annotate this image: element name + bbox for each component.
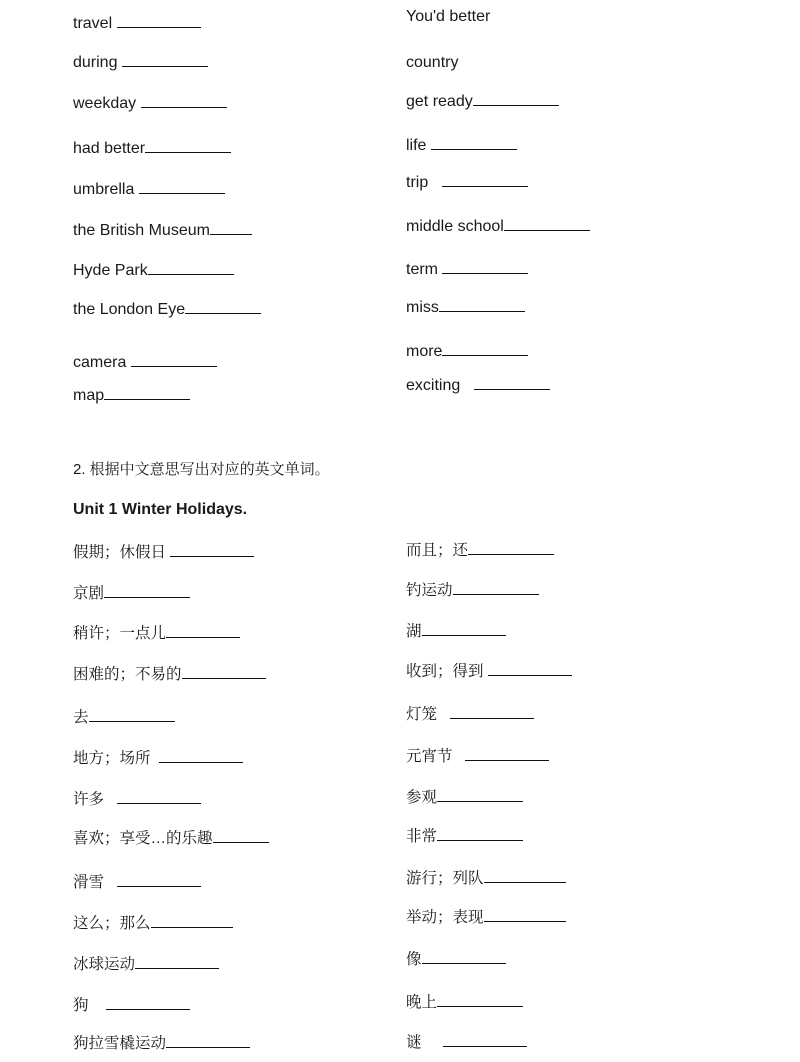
- vocab-word: Hyde Park: [73, 262, 148, 279]
- vocab-word: 而且；还: [406, 542, 469, 559]
- vocab-word: 去: [73, 709, 89, 726]
- answer-blank[interactable]: [437, 992, 523, 1007]
- vocab-word: umbrella: [73, 181, 135, 198]
- answer-blank[interactable]: [431, 135, 517, 150]
- vocab-word: 非常: [406, 828, 438, 845]
- vocab-word: 举动；表现: [406, 909, 484, 926]
- vocab-item: [73, 93, 227, 114]
- vocab-item: [406, 868, 566, 889]
- answer-blank[interactable]: [185, 299, 261, 314]
- vocab-word: 收到；得到: [406, 663, 484, 680]
- answer-blank[interactable]: [453, 580, 539, 595]
- answer-blank[interactable]: [473, 91, 559, 106]
- vocab-item: [406, 216, 590, 237]
- vocab-word: 狗: [73, 997, 89, 1014]
- answer-blank[interactable]: [213, 828, 269, 843]
- answer-blank[interactable]: [439, 297, 525, 312]
- vocab-item: [73, 138, 231, 159]
- vocab-item: [406, 7, 490, 27]
- answer-blank[interactable]: [166, 1033, 250, 1048]
- vocab-word: life: [406, 137, 427, 154]
- vocab-item: [73, 913, 233, 934]
- vocab-word: travel: [73, 15, 113, 32]
- answer-blank[interactable]: [131, 352, 217, 367]
- answer-blank[interactable]: [465, 746, 549, 761]
- vocab-item: [73, 789, 201, 810]
- unit-title: Unit 1 Winter Holidays.: [73, 501, 248, 518]
- answer-blank[interactable]: [437, 787, 523, 802]
- answer-blank[interactable]: [484, 868, 566, 883]
- answer-blank[interactable]: [422, 621, 506, 636]
- vocab-item: [73, 220, 252, 241]
- vocab-word: country: [406, 54, 459, 71]
- vocab-item: [406, 135, 517, 156]
- vocab-word: 晚上: [406, 994, 438, 1011]
- answer-blank[interactable]: [182, 664, 266, 679]
- vocab-item: [406, 704, 534, 725]
- answer-blank[interactable]: [159, 748, 243, 763]
- vocab-item: [406, 172, 528, 193]
- vocab-item: [406, 826, 523, 847]
- vocab-word: get ready: [406, 93, 473, 110]
- answer-blank[interactable]: [104, 583, 190, 598]
- vocab-item: [73, 995, 190, 1016]
- answer-blank[interactable]: [122, 52, 208, 67]
- answer-blank[interactable]: [117, 789, 201, 804]
- answer-blank[interactable]: [210, 220, 252, 235]
- vocab-item: [406, 375, 550, 396]
- answer-blank[interactable]: [141, 93, 227, 108]
- answer-blank[interactable]: [139, 179, 225, 194]
- answer-blank[interactable]: [151, 913, 233, 928]
- answer-blank[interactable]: [89, 707, 175, 722]
- vocab-item: [406, 1032, 527, 1053]
- vocab-item: [73, 828, 269, 849]
- vocab-item: [406, 297, 525, 318]
- vocab-item: [406, 907, 566, 928]
- answer-blank[interactable]: [443, 1032, 527, 1047]
- vocab-word: the London Eye: [73, 301, 186, 318]
- vocab-item: [73, 299, 261, 320]
- answer-blank[interactable]: [442, 259, 528, 274]
- vocab-item: [73, 872, 201, 893]
- vocab-word: had better: [73, 140, 146, 157]
- vocab-word: 喜欢；享受…的乐趣: [73, 830, 213, 847]
- answer-blank[interactable]: [170, 542, 254, 557]
- vocab-word: 这么；那么: [73, 915, 151, 932]
- answer-blank[interactable]: [468, 540, 554, 555]
- vocab-item: [406, 787, 523, 808]
- vocab-item: [73, 1033, 250, 1054]
- vocab-item: [406, 91, 559, 112]
- answer-blank[interactable]: [148, 260, 234, 275]
- vocab-word: term: [406, 261, 438, 278]
- vocab-word: 假期；休假日: [73, 544, 167, 561]
- vocab-item: [73, 52, 208, 73]
- answer-blank[interactable]: [442, 172, 528, 187]
- vocab-word: exciting: [406, 377, 461, 394]
- vocab-word: 钓运动: [406, 582, 453, 599]
- answer-blank[interactable]: [104, 385, 190, 400]
- vocab-word: 困难的；不易的: [73, 666, 182, 683]
- vocab-item: [73, 623, 240, 644]
- answer-blank[interactable]: [450, 704, 534, 719]
- vocab-item: [406, 580, 539, 601]
- vocab-item: [406, 949, 506, 970]
- vocab-word: 京剧: [73, 585, 105, 602]
- answer-blank[interactable]: [135, 954, 219, 969]
- vocab-item: [406, 661, 572, 682]
- vocab-item: [73, 583, 190, 604]
- vocab-word: 灯笼: [406, 706, 438, 723]
- vocab-item: [73, 664, 266, 685]
- answer-blank[interactable]: [474, 375, 550, 390]
- vocab-word: You'd better: [406, 8, 491, 25]
- vocab-item: [406, 259, 528, 280]
- answer-blank[interactable]: [437, 826, 523, 841]
- vocab-word: 像: [406, 951, 422, 968]
- vocab-word: 湖: [406, 623, 422, 640]
- vocab-word: 滑雪: [73, 874, 105, 891]
- vocab-item: [73, 260, 234, 281]
- vocab-item: [73, 13, 201, 34]
- answer-blank[interactable]: [117, 13, 201, 28]
- vocab-item: [73, 748, 243, 769]
- vocab-word: map: [73, 387, 105, 404]
- vocab-word: 狗拉雪橇运动: [73, 1035, 167, 1052]
- vocab-word: camera: [73, 354, 127, 371]
- vocab-word: weekday: [73, 95, 137, 112]
- answer-blank[interactable]: [422, 949, 506, 964]
- vocab-word: middle school: [406, 218, 504, 235]
- answer-blank[interactable]: [106, 995, 190, 1010]
- vocab-item: [73, 352, 217, 373]
- vocab-word: more: [406, 343, 443, 360]
- answer-blank[interactable]: [504, 216, 590, 231]
- vocab-word: 许多: [73, 791, 105, 808]
- vocab-item: [73, 179, 225, 200]
- vocab-word: trip: [406, 174, 429, 191]
- vocab-word: 谜: [406, 1034, 422, 1051]
- answer-blank[interactable]: [488, 661, 572, 676]
- vocab-word: 游行；列队: [406, 870, 484, 887]
- vocab-item: [406, 540, 554, 561]
- vocab-item: [406, 746, 549, 767]
- vocab-item: [406, 53, 458, 73]
- answer-blank[interactable]: [442, 341, 528, 356]
- vocab-item: [73, 385, 190, 406]
- vocab-word: 冰球运动: [73, 956, 136, 973]
- vocab-item: [73, 707, 175, 728]
- vocab-word: during: [73, 54, 118, 71]
- vocab-item: [406, 992, 523, 1013]
- vocab-word: miss: [406, 299, 439, 316]
- vocab-word: 稍许；一点儿: [73, 625, 167, 642]
- vocab-item: [406, 621, 506, 642]
- vocab-word: 元宵节: [406, 748, 453, 765]
- vocab-item: [406, 341, 528, 362]
- vocab-word: the British Museum: [73, 222, 210, 239]
- answer-blank[interactable]: [145, 138, 231, 153]
- answer-blank[interactable]: [166, 623, 240, 638]
- answer-blank[interactable]: [117, 872, 201, 887]
- vocab-word: 参观: [406, 789, 438, 806]
- answer-blank[interactable]: [484, 907, 566, 922]
- vocab-word: 地方；场所: [73, 750, 151, 767]
- section-heading: 2. 根据中文意思写出对应的英文单词。: [73, 461, 330, 478]
- vocab-item: [73, 954, 219, 975]
- vocab-item: [73, 542, 254, 563]
